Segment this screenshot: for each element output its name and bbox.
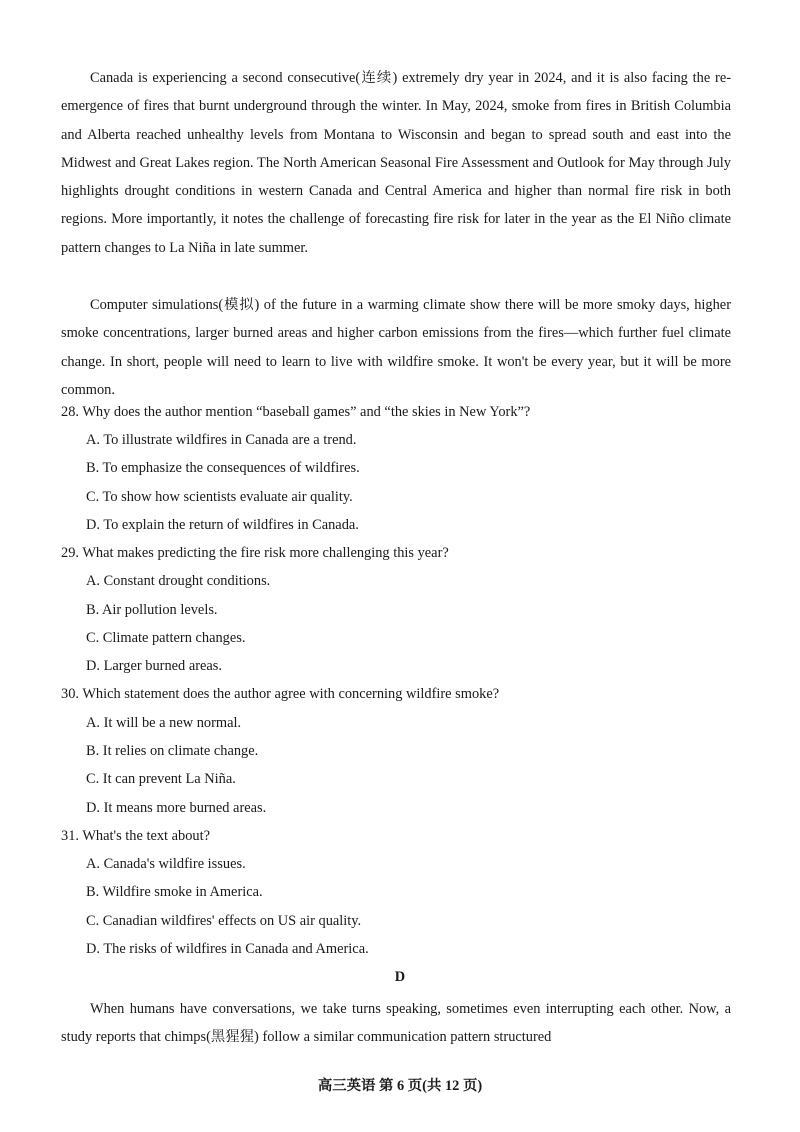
section-d-paragraph-1-text: When humans have conversations, we take turns speaking, sometimes even interrupting each other. Now, a study reports that chimps(黑猩猩) follow a similar communication pattern structured <box>61 1001 731 1046</box>
question-31-option-c: C. Canadian wildfires' effects on US air quality. <box>86 913 362 929</box>
question-29-option-c: C. Climate pattern changes. <box>86 630 246 646</box>
question-28-option-b: B. To emphasize the consequences of wildfires. <box>86 460 360 476</box>
question-31-stem: 31. What's the text about? <box>61 828 210 844</box>
question-30-option-a: A. It will be a new normal. <box>86 715 242 731</box>
page-footer: 高三英语 第 6 页(共 12 页) <box>317 1078 483 1094</box>
question-28-option-a: A. To illustrate wildfires in Canada are a trend. <box>86 432 357 448</box>
question-29-option-a: A. Constant drought conditions. <box>86 573 271 589</box>
question-30-option-d: D. It means more burned areas. <box>86 800 267 816</box>
question-31-option-b: B. Wildfire smoke in America. <box>86 884 263 900</box>
passage-paragraph-1 <box>61 64 731 262</box>
section-d-paragraph-1 <box>61 995 731 1052</box>
question-31-option-d: D. The risks of wildfires in Canada and America. <box>86 941 369 957</box>
question-29-stem: 29. What makes predicting the fire risk more challenging this year? <box>61 545 449 561</box>
question-28-option-d: D. To explain the return of wildfires in Canada. <box>86 517 359 533</box>
question-30-option-c: C. It can prevent La Niña. <box>86 771 236 787</box>
question-28-stem: 28. Why does the author mention “baseball games” and “the skies in New York”? <box>61 404 531 420</box>
passage-paragraph-1-text: Canada is experiencing a second consecutive(连续) extremely dry year in 2024, and it is also facing the re-emergence of fires that burnt underground through the winter. In May, 2024, smoke from fires in British Columbia and Alberta reached unhealthy levels from Montana to Wisconsin and began to spread south and east into the Midwest and Great Lakes region. The North American Seasonal Fire Assessment and Outlook for May through July highlights drought conditions in western Canada and Central America and higher than normal fire risk in both regions. More importantly, it notes the challenge of forecasting fire risk for later in the year as the El Niño climate pattern changes to La Niña in late summer. <box>61 70 731 256</box>
section-d-heading: D <box>394 969 406 985</box>
passage-paragraph-2 <box>61 291 731 404</box>
question-29-option-b: B. Air pollution levels. <box>86 602 218 618</box>
passage-paragraph-2-text: Computer simulations(模拟) of the future in a warming climate show there will be more smoky days, higher smoke concentrations, larger burned areas and higher carbon emissions from the fires—which further fuel climate change. In short, people will need to learn to live with wildfire smoke. It won't be every year, but it will be more common. <box>61 297 731 398</box>
question-31-option-a: A. Canada's wildfire issues. <box>86 856 246 872</box>
question-30-stem: 30. Which statement does the author agree with concerning wildfire smoke? <box>61 686 500 702</box>
question-30-option-b: B. It relies on climate change. <box>86 743 259 759</box>
question-28-option-c: C. To show how scientists evaluate air quality. <box>86 489 353 505</box>
question-29-option-d: D. Larger burned areas. <box>86 658 222 674</box>
